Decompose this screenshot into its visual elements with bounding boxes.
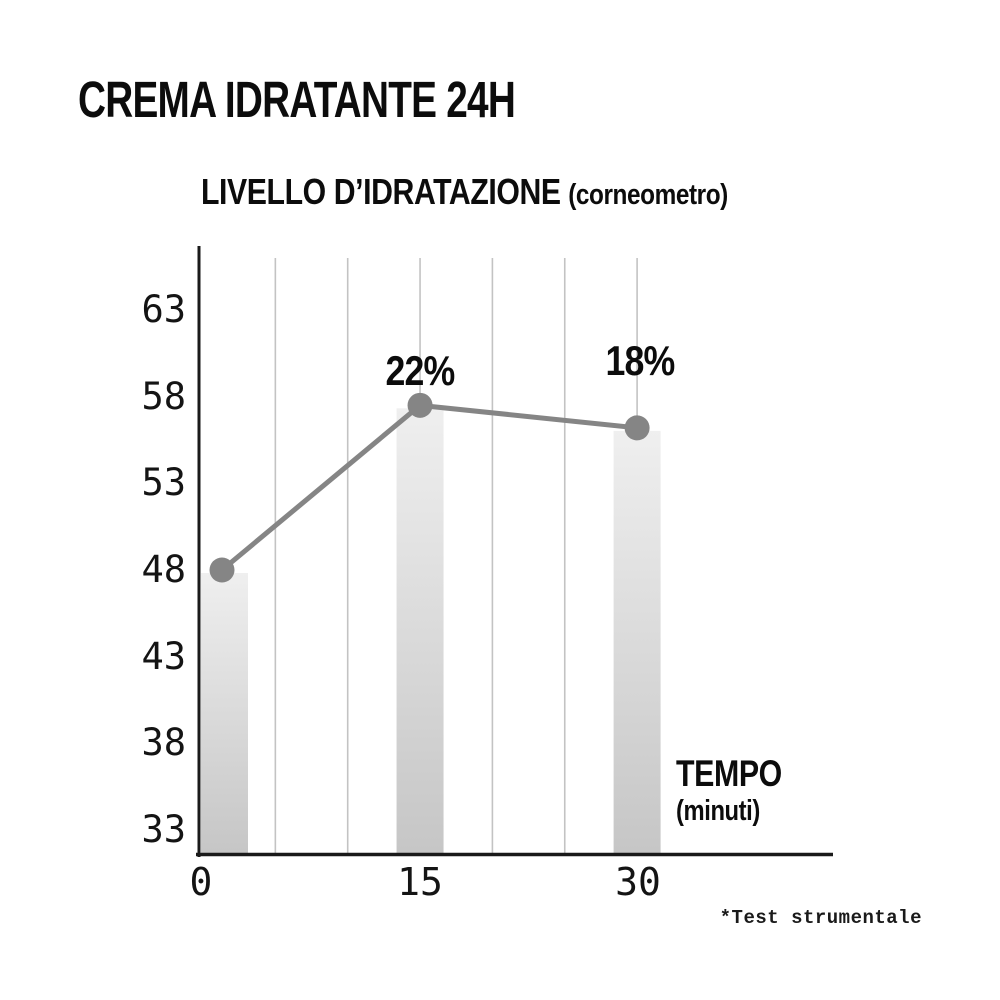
y-tick-label: 43	[141, 635, 186, 678]
y-tick-label: 58	[141, 375, 186, 418]
data-point-dot	[210, 558, 235, 583]
value-bar	[201, 573, 248, 853]
x-tick-label: 15	[397, 860, 443, 904]
annotation-18pct: 18%	[605, 337, 675, 384]
x-tick-label: 30	[615, 860, 661, 904]
y-tick-label: 33	[141, 808, 186, 851]
x-axis-label-line2: (minuti)	[676, 795, 760, 827]
page-title: CREMA IDRATANTE 24H	[78, 71, 516, 128]
annotation-22pct: 22%	[385, 347, 455, 394]
x-axis-label	[676, 754, 782, 828]
bars-layer	[201, 408, 661, 853]
x-tick-label: 0	[189, 860, 213, 904]
x-axis-label-line1: TEMPO	[676, 753, 782, 794]
data-point-dot	[408, 393, 433, 418]
chart-title-main: LIVELLO D’IDRATAZIONE	[201, 171, 561, 212]
y-tick-label: 38	[141, 721, 186, 764]
chart-title-sub: (corneometro)	[568, 179, 728, 211]
y-tick-label: 63	[141, 288, 186, 331]
gridlines-layer	[275, 258, 637, 853]
footnote: *Test strumentale	[719, 907, 922, 929]
data-point-dot	[625, 415, 650, 440]
value-bar	[397, 408, 444, 853]
y-tick-label: 48	[141, 548, 186, 591]
y-tick-label: 53	[141, 461, 186, 504]
value-bar	[614, 431, 661, 853]
